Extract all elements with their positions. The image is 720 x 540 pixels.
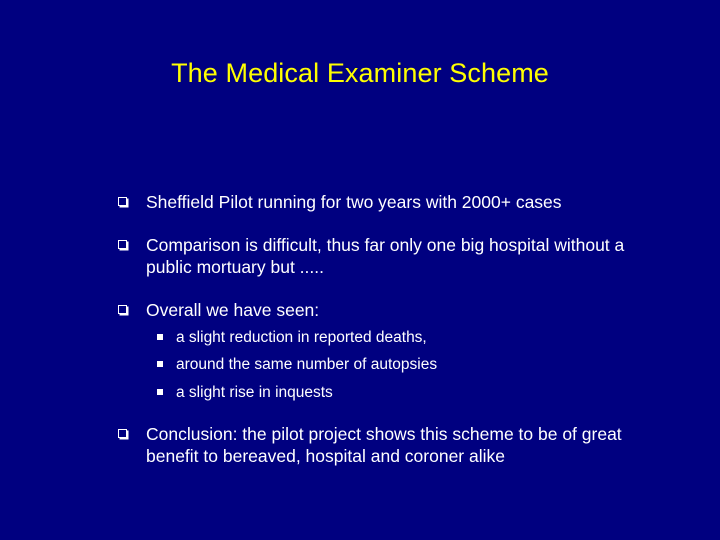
bullet-text: Comparison is difficult, thus far only one big hospital without a public mortuary but ..... xyxy=(146,235,625,277)
filled-square-icon xyxy=(157,361,163,367)
hollow-square-icon xyxy=(118,305,127,314)
bullet-text: Sheffield Pilot running for two years with 2000+ cases xyxy=(146,192,562,212)
hollow-square-icon xyxy=(118,429,127,438)
filled-square-icon xyxy=(157,389,163,395)
bullet-text: Overall we have seen: xyxy=(146,300,320,320)
filled-square-icon xyxy=(157,334,163,340)
sub-bullet-text: a slight rise in inquests xyxy=(176,384,333,401)
slide-title: The Medical Examiner Scheme xyxy=(171,58,549,88)
sub-bullet-text: around the same number of autopsies xyxy=(176,356,438,373)
bullet-text: Conclusion: the pilot project shows this scheme to be of great benefit to bereaved, hospital and coroner alike xyxy=(146,424,622,466)
hollow-square-icon xyxy=(118,197,127,206)
sub-bullet-text: a slight reduction in reported deaths, xyxy=(176,329,427,346)
hollow-square-icon xyxy=(118,240,127,249)
